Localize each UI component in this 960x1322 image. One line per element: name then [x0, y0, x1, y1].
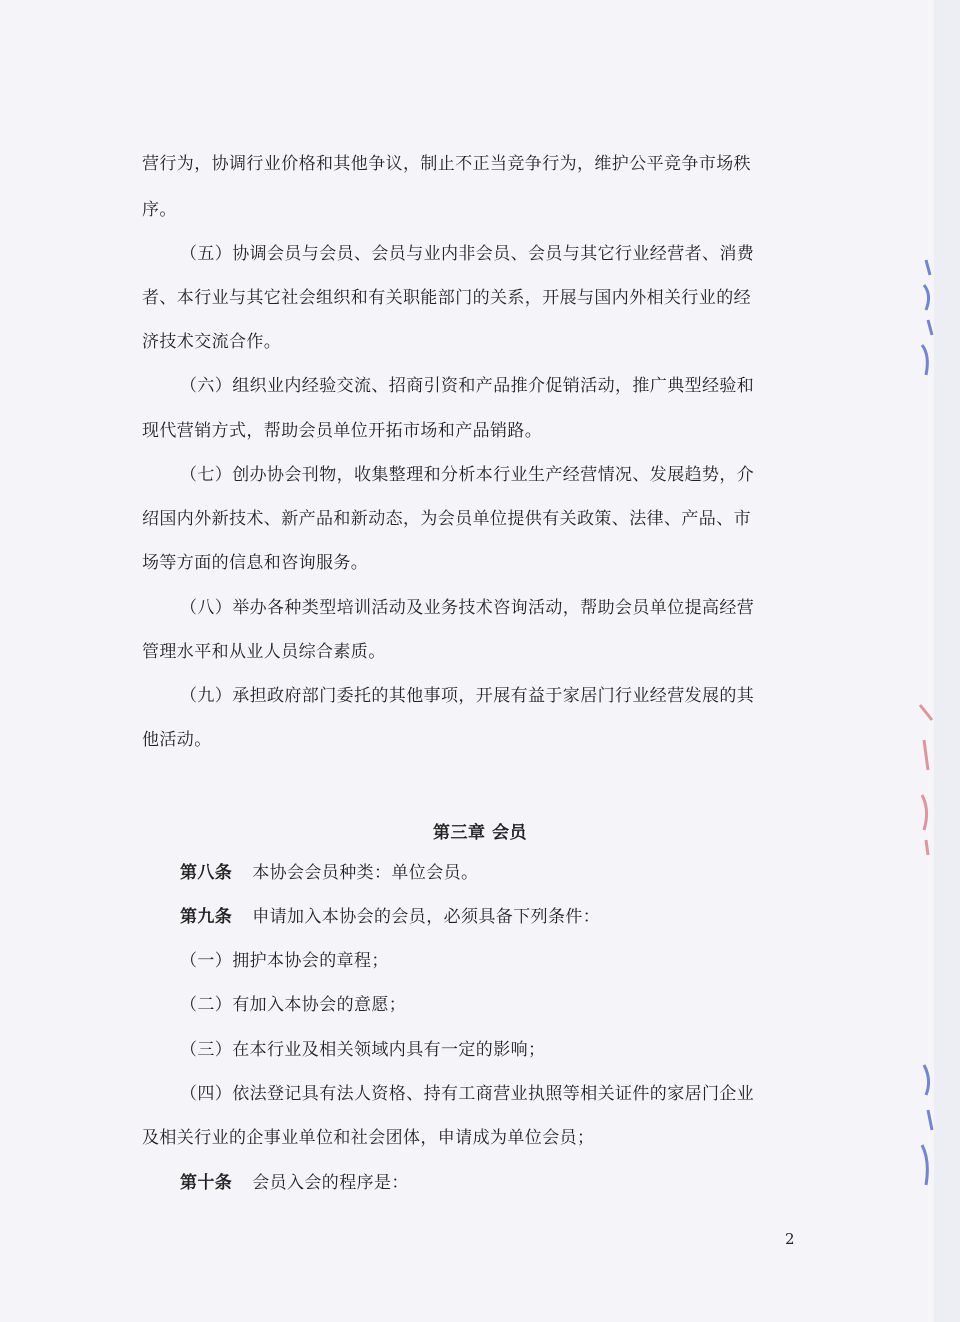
paragraph-line: （六）组织业内经验交流、招商引资和产品推介促销活动，推广典型经验和 — [180, 376, 755, 396]
article-text: 本协会会员种类：单位会员。 — [252, 863, 479, 883]
article-line — [180, 1172, 409, 1194]
condition-line: （三）在本行业及相关领域内具有一定的影响； — [180, 1040, 546, 1060]
article-text: 会员入会的程序是： — [252, 1173, 409, 1193]
article-line — [180, 862, 478, 884]
paragraph-line: （七）创办协会刊物，收集整理和分析本行业生产经营情况、发展趋势，介 — [180, 465, 755, 485]
chapter-title: 第三章 会员 — [433, 823, 527, 843]
paragraph-line: （九）承担政府部门委托的其他事项，开展有益于家居门行业经营发展的其 — [180, 686, 755, 706]
paragraph-line: 者、本行业与其它社会组织和有关职能部门的关系，开展与国内外相关行业的经 — [142, 288, 751, 308]
article-label: 第九条 — [180, 907, 233, 927]
condition-line: （一）拥护本协会的章程； — [180, 951, 389, 971]
paragraph-line: 序。 — [142, 200, 177, 220]
condition-line: （四）依法登记具有法人资格、持有工商营业执照等相关证件的家居门企业 — [180, 1084, 755, 1104]
paragraph-line: （八）举办各种类型培训活动及业务技术咨询活动，帮助会员单位提高经营 — [180, 598, 755, 618]
seal-stamp-fragment — [914, 255, 936, 385]
paragraph-line: 场等方面的信息和咨询服务。 — [142, 553, 369, 573]
paragraph-line: 管理水平和从业人员综合素质。 — [142, 642, 386, 662]
condition-line: （二）有加入本协会的意愿； — [180, 995, 407, 1015]
paragraph-line: 现代营销方式，帮助会员单位开拓市场和产品销路。 — [142, 421, 543, 441]
condition-line: 及相关行业的企事业单位和社会团体，申请成为单位会员； — [142, 1128, 595, 1148]
article-text: 申请加入本协会的会员，必须具备下列条件： — [252, 907, 601, 927]
paragraph-line: 济技术交流合作。 — [142, 332, 282, 352]
page-number: 2 — [785, 1230, 795, 1248]
article-label: 第十条 — [180, 1173, 233, 1193]
paragraph-line: 营行为，协调行业价格和其他争议，制止不正当竞争行为，维护公平竞争市场秩 — [142, 154, 751, 174]
seal-stamp-fragment-2 — [914, 1060, 936, 1190]
paragraph-line: 绍国内外新技术、新产品和新动态，为会员单位提供有关政策、法律、产品、市 — [142, 509, 751, 529]
paragraph-line: （五）协调会员与会员、会员与业内非会员、会员与其它行业经营者、消费 — [180, 244, 755, 264]
article-line — [180, 906, 600, 928]
scan-edge — [934, 0, 960, 1322]
paragraph-line: 他活动。 — [142, 730, 212, 750]
article-label: 第八条 — [180, 863, 233, 883]
